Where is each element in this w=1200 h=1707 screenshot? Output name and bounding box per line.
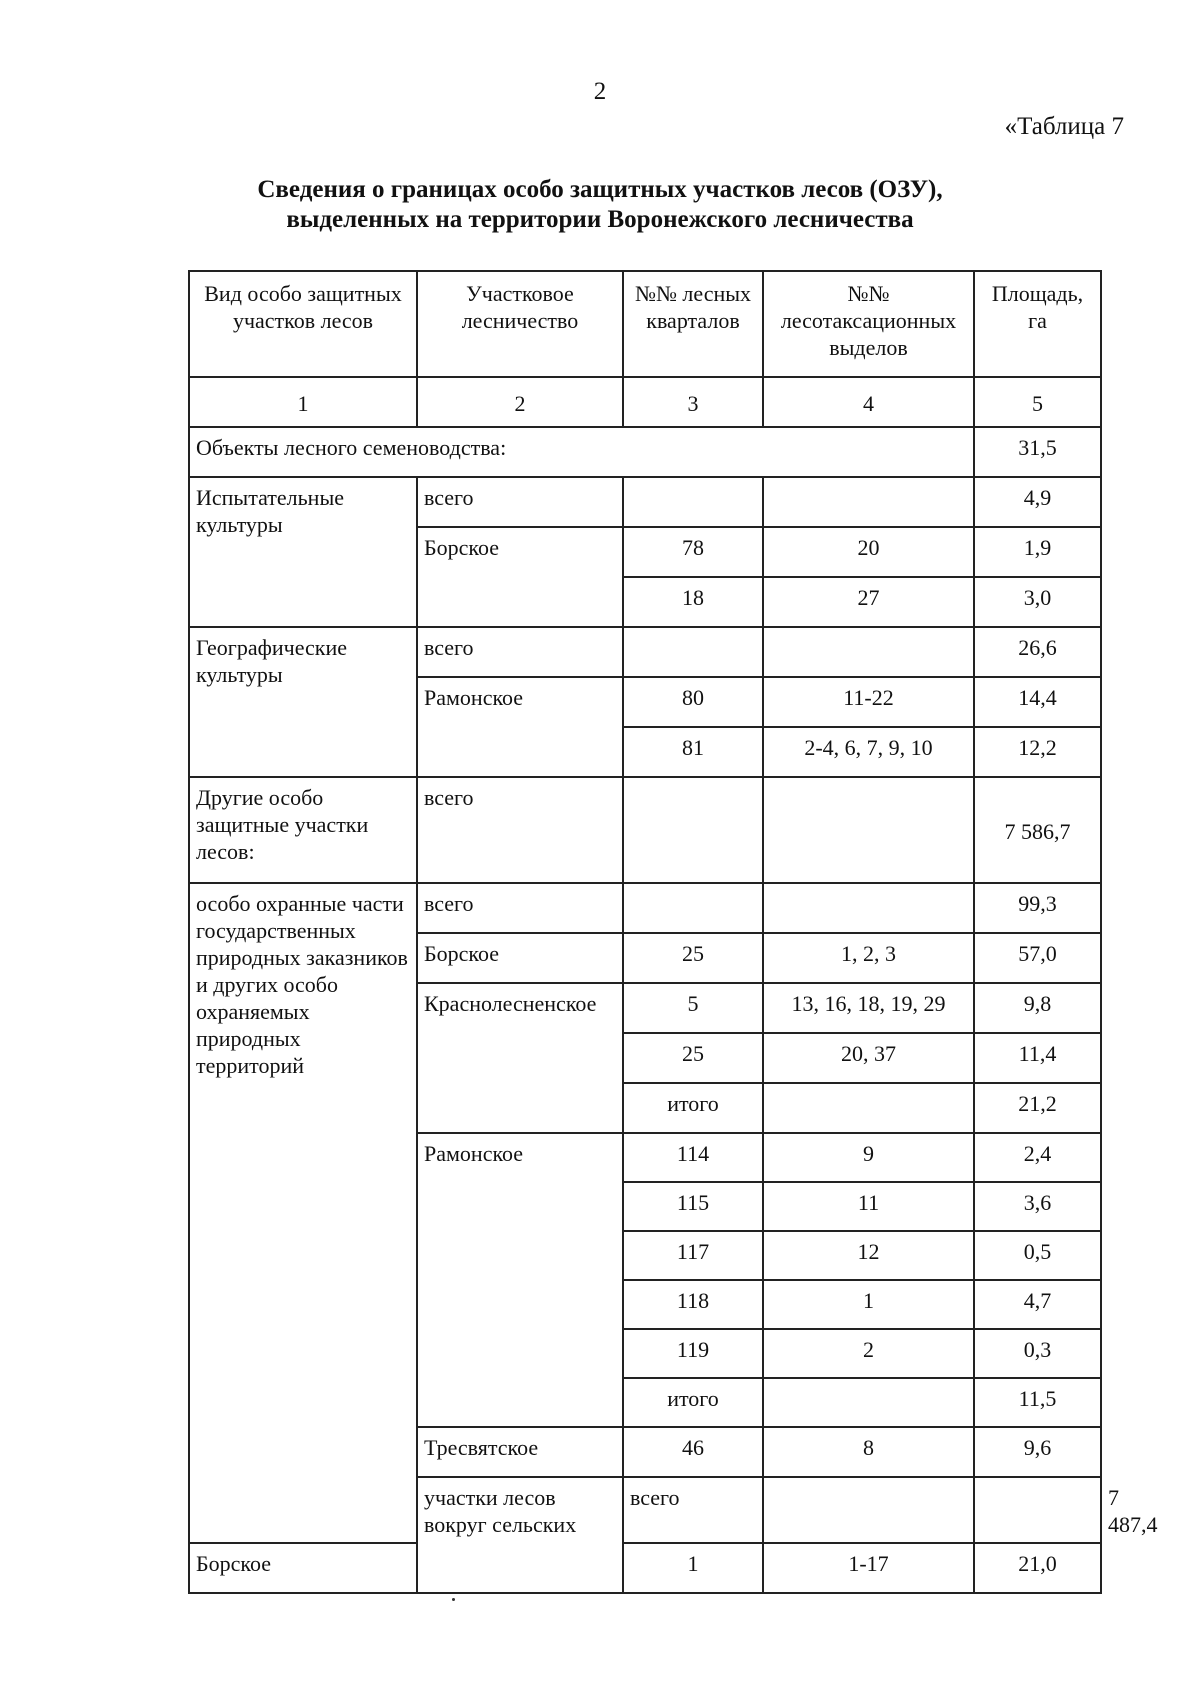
total-label: всего	[623, 1477, 763, 1543]
area-cell: 11,5	[974, 1378, 1101, 1427]
section-label: Объекты лесного семеноводства:	[189, 427, 974, 477]
area-cell: 99,3	[974, 883, 1101, 933]
kvartal-cell: 119	[623, 1329, 763, 1378]
vydel-cell: 2	[763, 1329, 974, 1378]
column-number-row	[189, 377, 1101, 427]
table-row: участки лесов вокруг сельских всего 7 487,4	[189, 1477, 1101, 1543]
kind-cell: Другие особо защитные участки лесов:	[189, 777, 417, 883]
kvartal-cell: 114	[623, 1133, 763, 1182]
total-label: всего	[417, 883, 623, 933]
area-cell: 2,4	[974, 1133, 1101, 1182]
table-row	[189, 777, 1101, 883]
kvartal-cell: 5	[623, 983, 763, 1033]
area-cell: 31,5	[974, 427, 1101, 477]
area-cell: 3,0	[974, 577, 1101, 627]
header-kvartal: №№ лесных кварталов	[623, 271, 763, 377]
vydel-cell: 11-22	[763, 677, 974, 727]
kvartal-cell: 25	[623, 933, 763, 983]
area-cell: 21,2	[974, 1083, 1101, 1133]
column-number: 3	[623, 377, 763, 427]
header-district: Участковое лесничество	[417, 271, 623, 377]
header-vydel: №№ лесотаксационных выделов	[763, 271, 974, 377]
district-cell: Рамонское	[417, 677, 623, 777]
subtotal-label: итого	[623, 1083, 763, 1133]
vydel-cell: 20	[763, 527, 974, 577]
table-row	[189, 627, 1101, 677]
area-cell: 0,3	[974, 1329, 1101, 1378]
column-number: 5	[974, 377, 1101, 427]
kvartal-cell: 78	[623, 527, 763, 577]
vydel-cell: 27	[763, 577, 974, 627]
vydel-cell: 11	[763, 1182, 974, 1231]
district-cell: Краснолесненское	[417, 983, 623, 1133]
kind-cell: особо охранные части государственных природных заказников и других особо охраняемых природных территорий	[189, 883, 417, 1543]
area-cell: 14,4	[974, 677, 1101, 727]
vydel-cell: 8	[763, 1427, 974, 1477]
area-cell: 26,6	[974, 627, 1101, 677]
district-cell: Рамонское	[417, 1133, 623, 1427]
vydel-cell: 1, 2, 3	[763, 933, 974, 983]
vydel-cell: 13, 16, 18, 19, 29	[763, 983, 974, 1033]
area-cell: 4,9	[974, 477, 1101, 527]
kind-cell: Испытательные культуры	[189, 477, 417, 627]
document-title	[0, 175, 1200, 235]
page-number: 2	[593, 78, 607, 105]
table-row	[189, 427, 1101, 477]
header-kind: Вид особо защитных участков лесов	[189, 271, 417, 377]
kvartal-cell: 117	[623, 1231, 763, 1280]
kvartal-cell: 81	[623, 727, 763, 777]
subtotal-label: итого	[623, 1378, 763, 1427]
area-cell: 7 586,7	[974, 777, 1101, 883]
kvartal-cell: 25	[623, 1033, 763, 1083]
kvartal-cell: 118	[623, 1280, 763, 1329]
area-cell: 1,9	[974, 527, 1101, 577]
header-row	[189, 271, 1101, 377]
ozu-table	[188, 270, 1158, 1594]
district-cell: Борское	[417, 933, 623, 983]
table-row	[189, 883, 1101, 933]
area-cell: 21,0	[974, 1543, 1101, 1593]
document-title-line-1: Сведения о границах особо защитных участков лесов (ОЗУ),	[257, 176, 943, 203]
total-label: всего	[417, 477, 623, 527]
district-cell: Тресвятское	[417, 1427, 623, 1477]
area-cell: 9,8	[974, 983, 1101, 1033]
table-row	[189, 1543, 1101, 1593]
kind-cell: Географические культуры	[189, 627, 417, 777]
kvartal-cell: 115	[623, 1182, 763, 1231]
area-cell: 4,7	[974, 1280, 1101, 1329]
vydel-cell: 12	[763, 1231, 974, 1280]
district-cell: Борское	[189, 1543, 417, 1593]
table-row	[189, 477, 1101, 527]
area-cell: 9,6	[974, 1427, 1101, 1477]
table-label: «Таблица 7	[1004, 113, 1124, 140]
column-number: 2	[417, 377, 623, 427]
total-label: всего	[417, 627, 623, 677]
kind-cell: участки лесов вокруг сельских	[417, 1477, 623, 1593]
kvartal-cell: 80	[623, 677, 763, 727]
column-number: 4	[763, 377, 974, 427]
kvartal-cell: 1	[623, 1543, 763, 1593]
total-label: всего	[417, 777, 623, 883]
vydel-cell: 1	[763, 1280, 974, 1329]
area-cell: 57,0	[974, 933, 1101, 983]
column-number: 1	[189, 377, 417, 427]
vydel-cell: 1-17	[763, 1543, 974, 1593]
district-cell: Борское	[417, 527, 623, 627]
vydel-cell: 9	[763, 1133, 974, 1182]
area-cell: 11,4	[974, 1033, 1101, 1083]
kvartal-cell: 18	[623, 577, 763, 627]
area-cell: 0,5	[974, 1231, 1101, 1280]
kvartal-cell: 46	[623, 1427, 763, 1477]
document-title-line-2: выделенных на территории Воронежского лесничества	[286, 206, 914, 233]
area-cell: 3,6	[974, 1182, 1101, 1231]
header-area: Площадь, га	[974, 271, 1101, 377]
area-cell: 12,2	[974, 727, 1101, 777]
vydel-cell: 20, 37	[763, 1033, 974, 1083]
scan-speck	[452, 1598, 455, 1601]
vydel-cell: 2-4, 6, 7, 9, 10	[763, 727, 974, 777]
